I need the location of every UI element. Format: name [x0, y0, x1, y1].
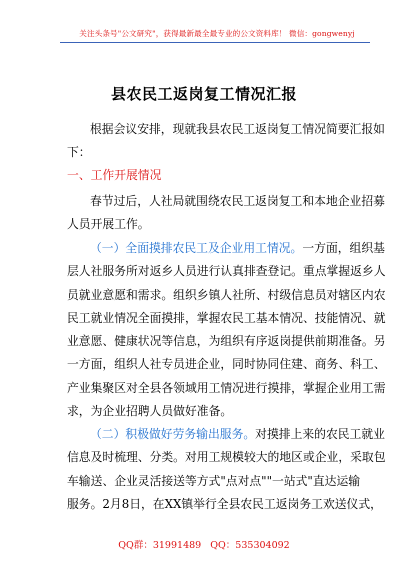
- footer-qq-group: QQ群：31991489: [118, 540, 202, 551]
- paragraph-1: [67, 190, 385, 237]
- section-heading: 一、工作开展情况: [67, 168, 162, 182]
- intro-line-2: 下：: [67, 145, 91, 160]
- footer-contacts: [0, 537, 408, 551]
- footer-qq: QQ：535304092: [210, 540, 290, 551]
- intro-paragraph: [67, 118, 385, 165]
- para2-line: 一方面，组织人社专员进企业，同时协同住建、商务、科工、: [67, 357, 386, 372]
- para2-first-rest: 一方面，组织基: [302, 241, 385, 255]
- para1-line-2: 人员开展工作。: [67, 217, 150, 232]
- para3-line: 信息及时梳理、分类。对用工规模较大的地区或企业，采取包: [67, 450, 386, 465]
- para3-line: 车输送、企业灵活接送等方式"点对点""一站式"直达运输: [67, 473, 361, 488]
- header-rule: [60, 42, 370, 43]
- para3-line: 服务。2月8日，在XX镇举行全县农民工返岗务工欢送仪式，: [67, 496, 382, 511]
- para2-line: 员就业意愿和需求。组织乡镇人社所、村级信息员对辖区内农: [67, 287, 386, 302]
- para2-line: 层人社服务所对返乡人员进行认真排查登记。重点掌握返乡人: [67, 264, 386, 279]
- intro-line-1: 根据会议安排，现就我县农民工返岗复工情况简要汇报如: [90, 122, 385, 136]
- para1-line-1: 春节过后，人社局就围绕农民工返岗复工和本地企业招募: [90, 194, 385, 208]
- para2-line: 求，为企业招聘人员做好准备。: [67, 404, 233, 419]
- paragraph-2: [67, 237, 386, 423]
- para3-lead: （二）积极做好劳务输出服务。: [90, 427, 256, 441]
- para3-first-rest: 对摸排上来的农民工就业: [255, 427, 385, 441]
- paragraph-3: [67, 423, 386, 516]
- para2-line: 产业集聚区对全县各领域用工情况进行摸排，掌握企业用工需: [67, 380, 386, 395]
- para2-lead: （一）全面摸排农民工及企业用工情况。: [90, 241, 303, 255]
- document-title: 县农民工返岗复工情况汇报: [110, 85, 297, 103]
- document-body: [67, 118, 385, 165]
- para2-line-1: [90, 237, 385, 260]
- header-banner: 关注头条号"公文研究"，获得最新最全最专业的公文资料库！ 微信：gongwenyj: [79, 29, 355, 38]
- para2-line: 民工就业情况全面摸排，掌握农民工基本情况、技能情况、就: [67, 310, 386, 325]
- para2-line: 业意愿、健康状况等信息，为组织有序返岗提供前期准备。另: [67, 334, 386, 349]
- para3-line-1: [90, 423, 385, 446]
